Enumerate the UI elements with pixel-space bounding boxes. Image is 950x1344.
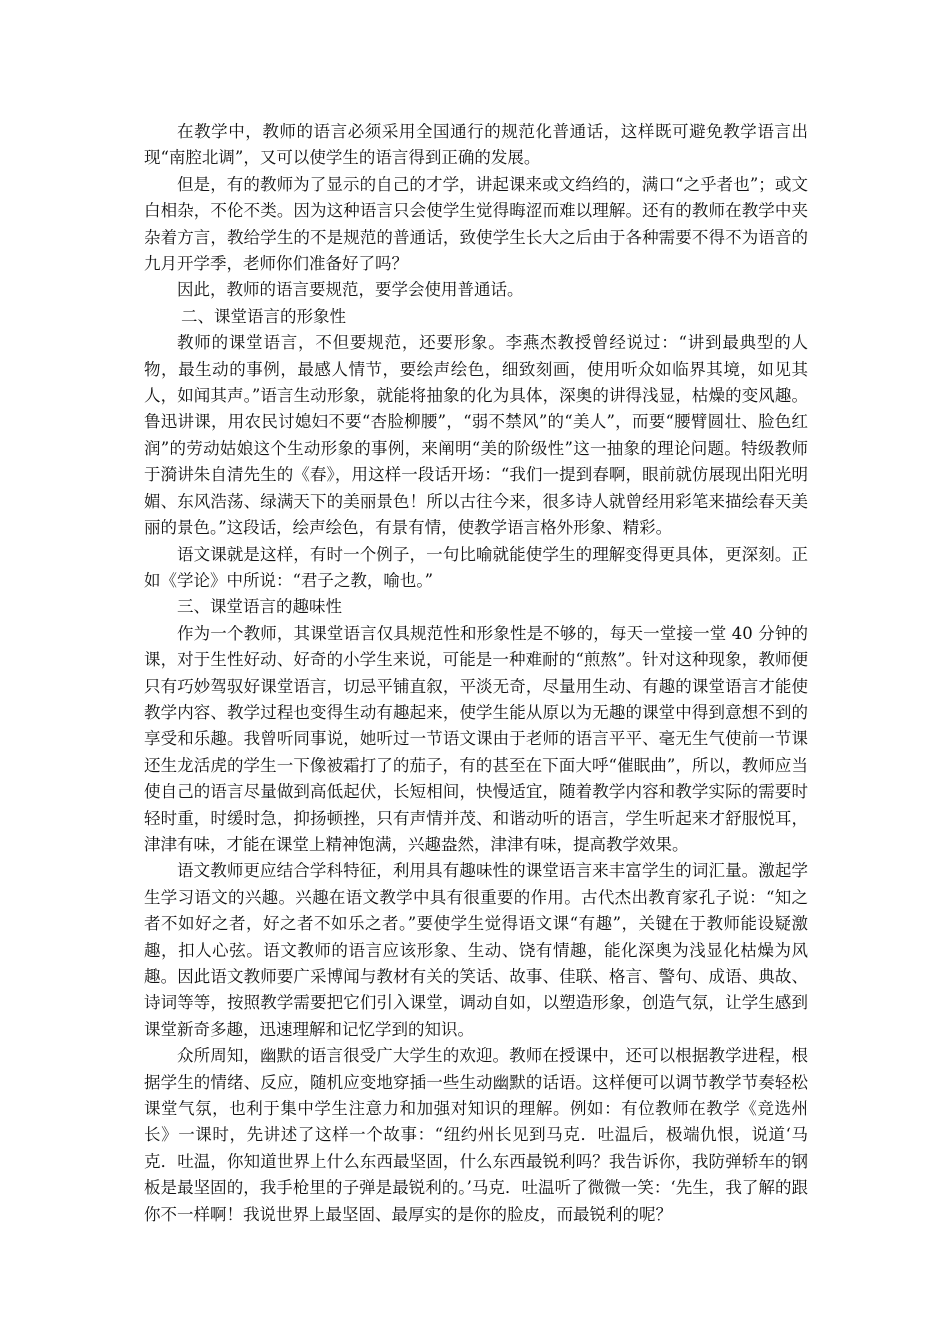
paragraph-imagery: 教师的课堂语言，不但要规范，还要形象。李燕杰教授曾经说过：“讲到最典型的人物，最生动的事例，最感人情节，要绘声绘色，细致刻画，使用听众如临界其境，如见其人，如闻其声。”语言生动形象，就能将抽象的化为具体，深奥的讲得浅显，枯燥的变风趣。鲁迅讲课，用农民讨媳妇不要“杏脸柳腰”，“弱不禁风”的“美人”，而要“腰臂圆壮、脸色红润”的劳动姑娘这个生动形象的事例，来阐明“美的阶级性”这一抽象的理论问题。特级教师于漪讲朱自清先生的《春》，用这样一段话开场：“我们一提到春啊，眼前就仿展现出阳光明媚、东风浩荡、绿满天下的美丽景色！所以古往今来，很多诗人就曾经用彩笔来描绘春天美丽的景色。”这段话，绘声绘色，有景有情，使教学语言格外形象、精彩。: [144, 333, 808, 538]
paragraph-dialect-problem: 但是，有的教师为了显示的自己的才学，讲起课来或文绉绉的，满口“之乎者也”；或文白相杂，不伦不类。因为这种语言只会使学生觉得晦涩而难以理解。还有的教师在教学中夹杂着方言，教给学生的不是规范的普通话，致使学生长大之后由于各种需要不得不为语音的九月开学季，老师你们准备好了吗？: [144, 174, 808, 274]
section-heading-interest: 三、课堂语言的趣味性: [177, 597, 342, 617]
paragraph-conclusion-standard: 因此，教师的语言要规范，要学会使用普通话。: [177, 280, 524, 300]
document-page: [144, 119, 808, 1228]
paragraph-interest: 作为一个教师，其课堂语言仅具规范性和形象性是不够的，每天一堂接一堂 40 分钟的课，对于生性好动、好奇的小学生来说，可能是一种难耐的“煎熬”。针对这种现象，教师便只有巧妙驾驭好课堂语言，切忌平铺直叙，平淡无奇，尽量用生动、有趣的课堂语言才能使教学内容、教学过程也变得生动有趣起来，使学生能从原以为无趣的课堂中得到意想不到的享受和乐趣。我曾听同事说，她听过一节语文课由于老师的语言平平、毫无生气使前一节课还生龙活虎的学生一下像被霜打了的茄子，有的甚至在下面大呼“催眠曲”，所以，教师应当使自己的语言尽量做到高低起伏，长短相间，快慢适宜，随着教学内容和教学实际的需要时轻时重，时缓时急，抑扬顿挫，只有声情并茂、和谐动听的语言，学生听起来才舒服悦耳，津津有味，才能在课堂上精神饱满，兴趣盎然，津津有味，提高教学效果。: [144, 623, 808, 854]
paragraph-chinese-class-example: 语文课就是这样，有时一个例子，一句比喻就能使学生的理解变得更具体，更深刻。正如《学论》中所说：“君子之教，喻也。”: [144, 544, 808, 590]
paragraph-humor: 众所周知，幽默的语言很受广大学生的欢迎。教师在授课中，还可以根据教学进程，根据学生的情绪、反应，随机应变地穿插一些生动幽默的话语。这样便可以调节教学节奏轻松课堂气氛，也利于集中学生注意力和加强对知识的理解。例如：有位教师在教学《竞选州长》一课时，先讲述了这样一个故事：“纽约州长见到马克．吐温后，极端仇恨，说道‘马克．吐温，你知道世界上什么东西最坚固，什么东西最锐利吗？我告诉你，我防弹轿车的钢板是最坚固的，我手枪里的子弹是最锐利的。’马克．吐温听了微微一笑：‘先生，我了解的跟你不一样啊！我说世界上最坚固、最厚实的是你的脸皮，而最锐利的呢？: [144, 1046, 808, 1224]
paragraph-vocabulary: 语文教师更应结合学科特征，利用具有趣味性的课堂语言来丰富学生的词汇量。激起学生学习语文的兴趣。兴趣在语文教学中具有很重要的作用。古代杰出教育家孔子说：“知之者不如好之者，好之者不如乐之者。”要使学生觉得语文课“有趣”，关键在于教师能设疑激趣，扣人心弦。语文教师的语言应该形象、生动、饶有情趣，能化深奥为浅显化枯燥为风趣。因此语文教师要广采博闻与教材有关的笑话、故事、佳联、格言、警句、成语、典故、诗词等等，按照教学需要把它们引入课堂，调动自如，以塑造形象，创造气氛，让学生感到课堂新奇多趣，迅速理解和记忆学到的知识。: [144, 861, 808, 1039]
paragraph-standard-mandarin: 在教学中，教师的语言必须采用全国通行的规范化普通话，这样既可避免教学语言出现“南腔北调”，又可以使学生的语言得到正确的发展。: [144, 122, 808, 168]
section-heading-imagery: 二、课堂语言的形象性: [181, 306, 346, 326]
